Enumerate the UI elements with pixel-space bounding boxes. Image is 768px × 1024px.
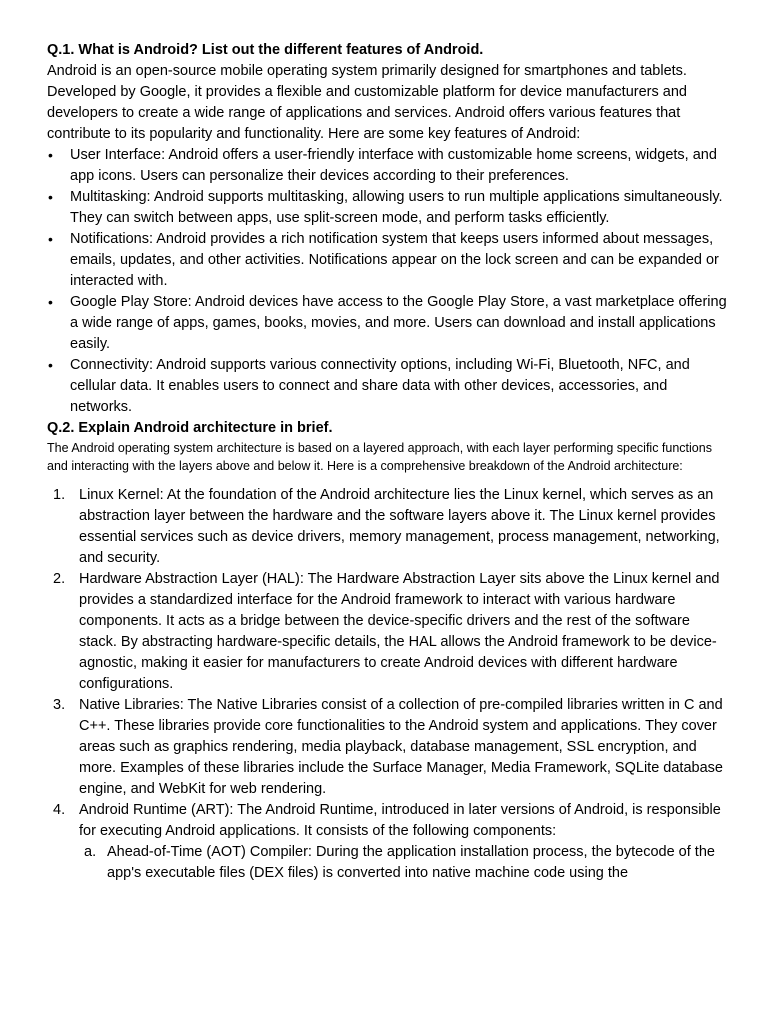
android-features-list (47, 145, 728, 418)
q2-intro-paragraph: The Android operating system architecture is based on a layered approach, with each layer performing specific functions and interacting with the layers above and below it. Here is a comprehensive breakdown of the Android architecture: (47, 441, 712, 473)
layer-text: Linux Kernel: At the foundation of the Android architecture lies the Linux kernel, which serves as an abstraction layer between the hardware and the software layers above it. The Linux kernel provides essential services such as device drivers, memory management, process management, networking, and security. (79, 487, 720, 566)
list-number: 2. (53, 571, 66, 587)
bullet-icon: • (48, 231, 53, 247)
layer-text: Native Libraries: The Native Libraries consist of a collection of pre-compiled libraries written in C and C++. These libraries provide core functionalities to the Android system and applications. They cover areas such as graphics rendering, media playback, database management, SSL encryption, and more. Examples of these libraries include the Surface Manager, Media Framework, SQLite database engine, and WebKit for web rendering. (79, 697, 723, 797)
architecture-layers-list (47, 485, 728, 884)
feature-text: Notifications: Android provides a rich notification system that keeps users informed about messages, emails, updates, and other activities. Notifications appear on the lock screen and can be expanded or interacted with. (70, 231, 719, 289)
art-component-aot-compiler (79, 842, 728, 884)
bullet-icon: • (48, 294, 53, 310)
list-number: 3. (53, 697, 66, 713)
q1-heading: Q.1. What is Android? List out the different features of Android. (47, 42, 484, 58)
q1-intro-paragraph: Android is an open-source mobile operating system primarily designed for smartphones and tablets. Developed by Google, it provides a flexible and customizable platform for device manufacturers and developers to create a wide range of applications and services. Android offers various features that contribute to its popularity and functionality. Here are some key features of Android: (47, 63, 687, 142)
layer-text: Android Runtime (ART): The Android Runtime, introduced in later versions of Android, is responsible for executing Android applications. It consists of the following components: (79, 802, 721, 839)
q2-heading: Q.2. Explain Android architecture in brief. (47, 420, 333, 436)
art-component-text: Ahead-of-Time (AOT) Compiler: During the application installation process, the bytecode of the app's executable files (DEX files) is converted into native machine code using the (107, 844, 715, 881)
layer-item-android-runtime (47, 800, 728, 884)
layer-item-hal (47, 569, 728, 695)
feature-item-notifications (47, 229, 728, 292)
feature-text: User Interface: Android offers a user-friendly interface with customizable home screens, widgets, and app icons. Users can personalize their devices according to their preferences. (70, 147, 717, 184)
list-number: 4. (53, 802, 66, 818)
layer-item-linux-kernel (47, 485, 728, 569)
list-number: 1. (53, 487, 66, 503)
feature-item-connectivity (47, 355, 728, 418)
feature-text: Connectivity: Android supports various connectivity options, including Wi-Fi, Bluetooth, NFC, and cellular data. It enables users to connect and share data with other devices, accessories, and networks. (70, 357, 690, 415)
feature-item-user-interface (47, 145, 728, 187)
feature-text: Google Play Store: Android devices have access to the Google Play Store, a vast marketplace offering a wide range of apps, games, books, movies, and more. Users can download and install applications easily. (70, 294, 727, 352)
bullet-icon: • (48, 357, 53, 373)
layer-text: Hardware Abstraction Layer (HAL): The Hardware Abstraction Layer sits above the Linux kernel and provides a standardized interface for the Android framework to interact with various hardware components. It acts as a bridge between the device-specific drivers and the rest of the software stack. By abstracting hardware-specific details, the HAL allows the Android framework to be device-agnostic, making it easier for manufacturers to create Android devices with different hardware configurations. (79, 571, 720, 692)
layer-item-native-libraries (47, 695, 728, 800)
bullet-icon: • (48, 147, 53, 163)
feature-item-play-store (47, 292, 728, 355)
feature-item-multitasking (47, 187, 728, 229)
bullet-icon: • (48, 189, 53, 205)
feature-text: Multitasking: Android supports multitasking, allowing users to run multiple applications simultaneously. They can switch between apps, use split-screen mode, and perform tasks efficiently. (70, 189, 723, 226)
sub-list-letter: a. (84, 844, 97, 860)
art-components-list (79, 842, 728, 884)
